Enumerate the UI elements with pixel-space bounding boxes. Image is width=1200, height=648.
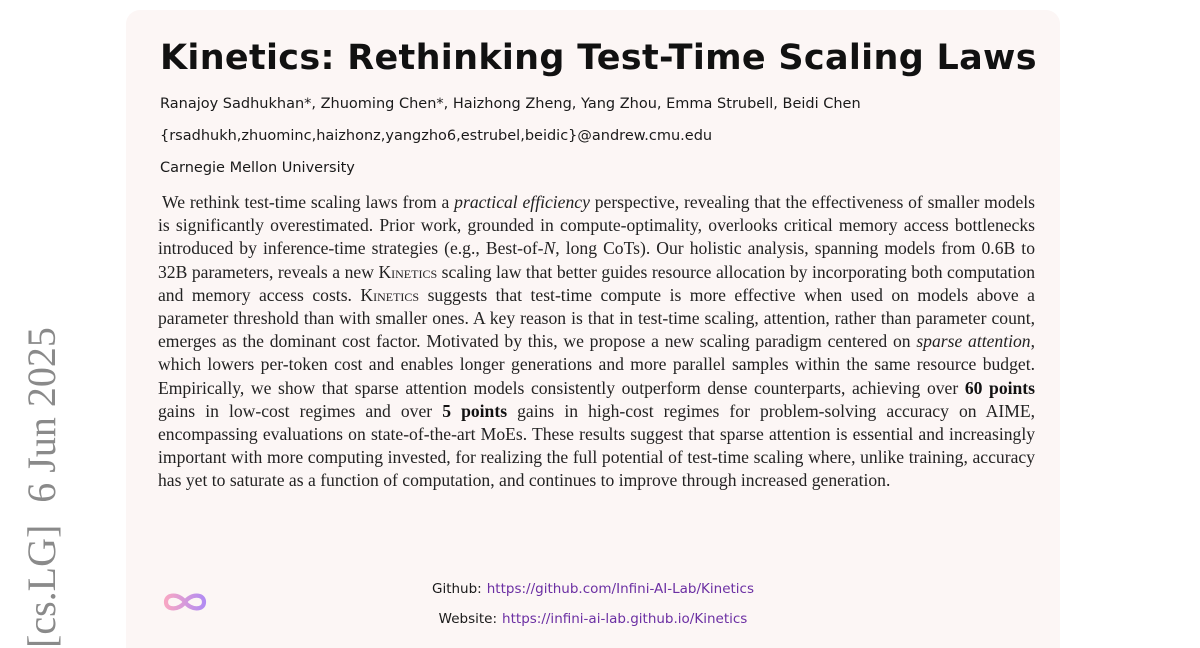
paper-title: Kinetics: Rethinking Test-Time Scaling Laws — [160, 38, 1037, 78]
abstract: We rethink test-time scaling laws from a practical efficiency perspective, revealing that the effectiveness of smaller models is significantly overestimated. Prior work, grounded in compute-optimality, overlooks critical memory access bottlenecks introduced by inference-time strategies (e.g., Best-of-N, long CoTs). Our holistic analysis, spanning models from 0.6B to 32B parameters, reveals a new Kinetics scaling law that better guides resource allocation by incorporating both computation and memory access costs. Kinetics suggests that test-time compute is more effective when used on models above a parameter threshold than with smaller ones. A key reason is that in test-time scaling, attention, rather than parameter count, emerges as the dominant cost factor. Motivated by this, we propose a new scaling paradigm centered on sparse attention, which lowers per-token cost and enables longer generations and more parallel samples within the same resource budget. Empirically, we show that sparse attention models consistently outperform dense counterparts, achieving over 60 points gains in low-cost regimes and over 5 points gains in high-cost regimes for problem-solving accuracy on AIME, encompassing evaluations on state-of-the-art MoEs. These results suggest that sparse attention is essential and increasingly important with more computing invested, for realizing the full potential of test-time scaling where, unlike training, accuracy has yet to saturate as a function of computation, and continues to improve through increased generation. — [158, 192, 1036, 491]
arxiv-stamp — [19, 327, 64, 648]
arxiv-date: 6 Jun 2025 — [19, 327, 64, 503]
author-list: Ranajoy Sadhukhan*, Zhuoming Chen*, Haizhong Zheng, Yang Zhou, Emma Strubell, Beidi Chen — [160, 96, 861, 112]
kinetics-term: Kinetics — [378, 261, 438, 282]
paper-card — [126, 10, 1060, 648]
arxiv-category: [cs.LG] — [19, 524, 64, 648]
abstract-emphasis: sparse attention — [916, 331, 1031, 352]
website-link[interactable]: https://infini-ai-lab.github.io/Kinetics — [502, 611, 748, 627]
author-emails: {rsadhukh,zhuominc,haizhonz,yangzho6,estrubel,beidic}@andrew.cmu.edu — [160, 128, 713, 144]
website-line — [126, 611, 1060, 627]
github-label: Github: — [432, 581, 482, 597]
kinetics-term: Kinetics — [360, 284, 420, 305]
highlight-5-points: 5 points — [442, 400, 508, 421]
github-line — [126, 581, 1060, 597]
website-label: Website: — [438, 611, 498, 627]
affiliation: Carnegie Mellon University — [160, 160, 355, 176]
math-n: N — [543, 238, 556, 259]
abstract-emphasis: practical efficiency — [454, 192, 590, 212]
github-link[interactable]: https://github.com/Infini-AI-Lab/Kinetics — [486, 581, 754, 597]
highlight-60-points: 60 points — [964, 377, 1036, 398]
